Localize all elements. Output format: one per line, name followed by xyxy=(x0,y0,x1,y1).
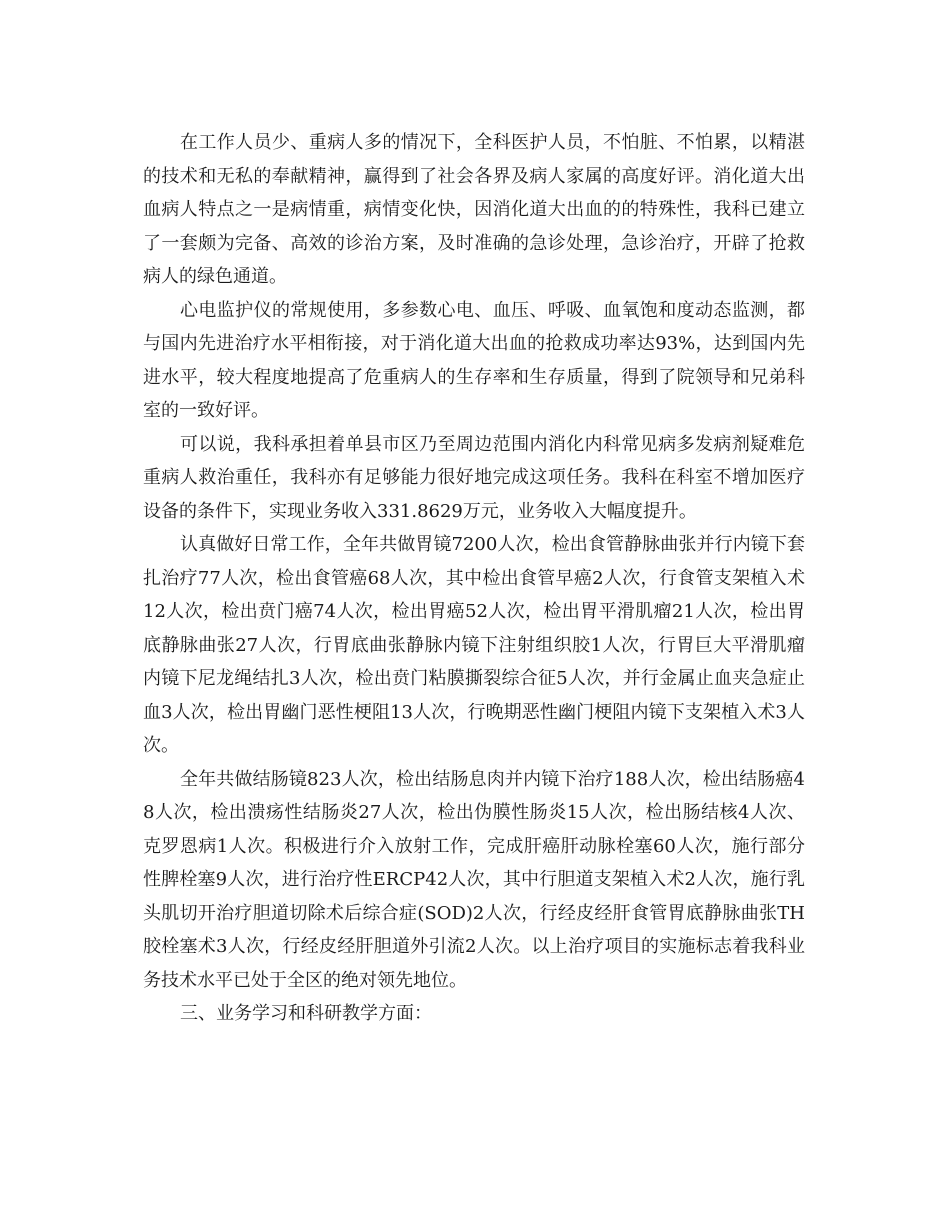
document-body xyxy=(143,126,805,1031)
paragraph-colonoscopy-stats: 全年共做结肠镜823人次，检出结肠息肉并内镜下治疗188人次，检出结肠癌48人次，检出溃疡性结肠炎27人次，检出伪膜性肠炎15人次，检出肠结核4人次、克罗恩病1人次。积极进行介入放射工作，完成肝癌肝动脉栓塞60人次，施行部分性脾栓塞9人次，进行治疗性ERCP42人次，其中行胆道支架植入术2人次，施行乳头肌切开治疗胆道切除术后综合症(SOD)2人次，行经皮经肝食管胃底静脉曲张TH胶栓塞术3人次，行经皮经肝胆道外引流2人次。以上治疗项目的实施标志着我科业务技术水平已处于全区的绝对领先地位。 xyxy=(143,768,805,991)
section-heading-study-research: 三、业务学习和科研教学方面： xyxy=(180,1003,432,1024)
paragraph-department-capacity: 可以说，我科承担着单县市区乃至周边范围内消化内科常见病多发病剂疑难危重病人救治重任，我科亦有足够能力很好地完成这项任务。我科在科室不增加医疗设备的条件下，实现业务收入331.8629万元，业务收入大幅度提升。 xyxy=(143,433,805,522)
paragraph-ecg-monitoring: 心电监护仪的常规使用，多参数心电、血压、呼吸、血氧饱和度动态监测，都与国内先进治疗水平相衔接，对于消化道大出血的抢救成功率达93%，达到国内先进水平，较大程度地提高了危重病人的生存率和生存质量，得到了院领导和兄弟科室的一致好评。 xyxy=(143,299,805,421)
paragraph-rescue-work: 在工作人员少、重病人多的情况下，全科医护人员，不怕脏、不怕累，以精湛的技术和无私的奉献精神，赢得到了社会各界及病人家属的高度好评。消化道大出血病人特点之一是病情重，病情变化快，因消化道大出血的的特殊性，我科已建立了一套颇为完备、高效的诊治方案，及时准确的急诊处理，急诊治疗，开辟了抢救病人的绿色通道。 xyxy=(143,132,805,287)
paragraph-gastroscopy-stats: 认真做好日常工作，全年共做胃镜7200人次，检出食管静脉曲张并行内镜下套扎治疗77人次，检出食管癌68人次，其中检出食管早癌2人次，行食管支架植入术12人次，检出贲门癌74人次，检出胃癌52人次，检出胃平滑肌瘤21人次，检出胃底静脉曲张27人次，行胃底曲张静脉内镜下注射组织胶1人次，行胃巨大平滑肌瘤内镜下尼龙绳结扎3人次，检出贲门粘膜撕裂综合征5人次，并行金属止血夹急症止血3人次，检出胃幽门恶性梗阻13人次，行晚期恶性幽门梗阻内镜下支架植入术3人次。 xyxy=(143,534,805,756)
